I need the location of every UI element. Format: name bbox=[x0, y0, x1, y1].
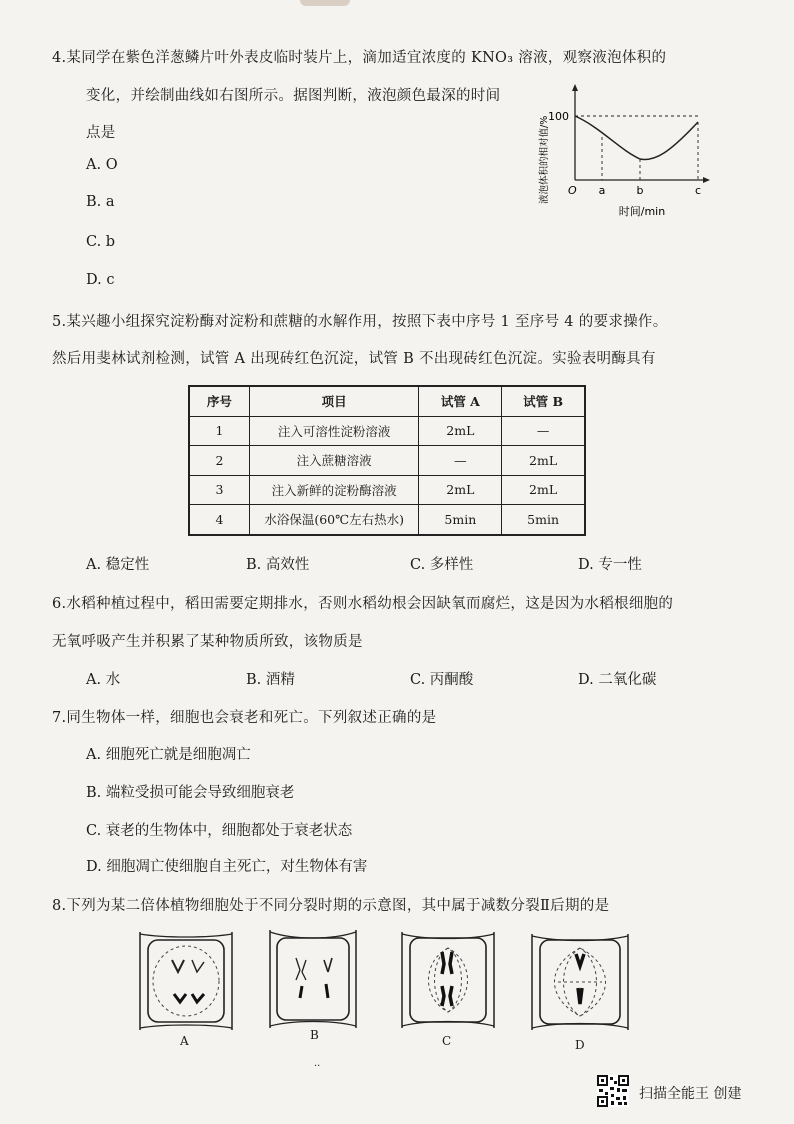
table-cell: 注入新鲜的淀粉酶溶液 bbox=[249, 475, 419, 505]
table-row bbox=[189, 505, 585, 535]
cell-label-c: C bbox=[442, 1034, 452, 1048]
experiment-table bbox=[188, 385, 586, 536]
table-cell: 2 bbox=[189, 446, 249, 476]
y-axis-label: 液泡体积的相对值/% bbox=[539, 115, 550, 204]
q5-option-c: C. 多样性 bbox=[410, 557, 474, 573]
table-cell: 2mL bbox=[419, 416, 502, 446]
q5-option-b: B. 高效性 bbox=[246, 557, 310, 573]
q4-stem-line2: 变化，并绘制曲线如右图所示。据图判断，液泡颜色最深的时间 bbox=[86, 88, 501, 104]
cell-label-b: B bbox=[310, 1028, 319, 1042]
table-cell: 3 bbox=[189, 475, 249, 505]
table-cell: — bbox=[419, 446, 502, 476]
table-cell: 5min bbox=[419, 505, 502, 535]
q4-option-c: C. b bbox=[86, 234, 116, 250]
q6-option-c: C. 丙酮酸 bbox=[410, 672, 474, 688]
cell-diagram-c bbox=[398, 930, 498, 1030]
qr-code-icon bbox=[597, 1075, 629, 1107]
table-cell: 注入可溶性淀粉溶液 bbox=[249, 416, 419, 446]
q5-option-a: A. 稳定性 bbox=[86, 557, 150, 573]
scanner-watermark bbox=[597, 1075, 767, 1109]
q7-option-a: A. 细胞死亡就是细胞凋亡 bbox=[86, 747, 251, 763]
table-cell: 1 bbox=[189, 416, 249, 446]
q4-option-b: B. a bbox=[86, 194, 115, 210]
q5-stem-line1: 5.某兴趣小组探究淀粉酶对淀粉和蔗糖的水解作用，按照下表中序号 1 至序号 4 的要求操作。 bbox=[52, 314, 668, 330]
x-tick-a: a bbox=[598, 184, 606, 197]
table-header-row bbox=[189, 386, 585, 416]
cell-diagram-a bbox=[134, 930, 238, 1032]
table-cell: 4 bbox=[189, 505, 249, 535]
x-axis-label: 时间/min bbox=[618, 205, 666, 218]
x-axis-arrow bbox=[703, 177, 710, 183]
table-cell: 5min bbox=[502, 505, 585, 535]
q6-option-a: A. 水 bbox=[86, 672, 121, 688]
header-tube-a: 试管 A bbox=[419, 386, 502, 416]
q7-option-c: C. 衰老的生物体中，细胞都处于衰老状态 bbox=[86, 823, 353, 839]
table-row bbox=[189, 416, 585, 446]
volume-curve bbox=[575, 116, 698, 160]
y-tick-100: 100 bbox=[548, 110, 569, 123]
table-cell: 2mL bbox=[502, 446, 585, 476]
q6-stem-line2: 无氧呼吸产生并积累了某种物质所致，该物质是 bbox=[52, 634, 363, 650]
q6-option-d: D. 二氧化碳 bbox=[578, 672, 657, 688]
y-axis-arrow bbox=[572, 84, 578, 91]
q6-option-b: B. 酒精 bbox=[246, 672, 295, 688]
cell-diagram-b bbox=[266, 928, 360, 1030]
table-cell: 水浴保温(60℃左右热水) bbox=[249, 505, 419, 535]
table-cell: 注入蔗糖溶液 bbox=[249, 446, 419, 476]
q5-stem-line2: 然后用斐林试剂检测，试管 A 出现砖红色沉淀，试管 B 不出现砖红色沉淀。实验表明酶具有 bbox=[52, 351, 656, 367]
origin-label: O bbox=[568, 184, 577, 197]
table-cell: — bbox=[502, 416, 585, 446]
q4-option-d: D. c bbox=[86, 272, 115, 288]
watermark-text: 扫描全能王 创建 bbox=[639, 1086, 742, 1102]
table-row bbox=[189, 475, 585, 505]
q7-stem: 7.同生物体一样，细胞也会衰老和死亡。下列叙述正确的是 bbox=[52, 710, 437, 726]
page-mark: .. bbox=[314, 1058, 321, 1069]
cell-diagram-d bbox=[528, 932, 632, 1032]
q6-stem-line1: 6.水稻种植过程中，稻田需要定期排水，否则水稻幼根会因缺氧而腐烂，这是因为水稻根细胞的 bbox=[52, 596, 674, 612]
q4-stem-line1: 4.某同学在紫色洋葱鳞片叶外表皮临时装片上，滴加适宜浓度的 KNO₃ 溶液，观察液泡体积的 bbox=[52, 50, 667, 66]
q7-option-d: D. 细胞凋亡使细胞自主死亡，对生物体有害 bbox=[86, 859, 368, 875]
x-tick-c: c bbox=[694, 184, 702, 197]
table-cell: 2mL bbox=[502, 475, 585, 505]
cell-label-a: A bbox=[180, 1034, 189, 1048]
table-row bbox=[189, 446, 585, 476]
q4-option-a: A. O bbox=[86, 157, 118, 173]
header-tube-b: 试管 B bbox=[502, 386, 585, 416]
q5-option-d: D. 专一性 bbox=[578, 557, 642, 573]
table-cell: 2mL bbox=[419, 475, 502, 505]
x-tick-b: b bbox=[636, 184, 644, 197]
header-item: 项目 bbox=[249, 386, 419, 416]
paper-tear-mark bbox=[300, 0, 350, 6]
vacuole-volume-graph bbox=[530, 82, 710, 222]
q8-stem: 8.下列为某二倍体植物细胞处于不同分裂时期的示意图，其中属于减数分裂Ⅱ后期的是 bbox=[52, 898, 610, 914]
q7-option-b: B. 端粒受损可能会导致细胞衰老 bbox=[86, 785, 295, 801]
q4-stem-line3: 点是 bbox=[86, 125, 116, 141]
cell-label-d: D bbox=[575, 1038, 585, 1052]
header-seq: 序号 bbox=[189, 386, 249, 416]
